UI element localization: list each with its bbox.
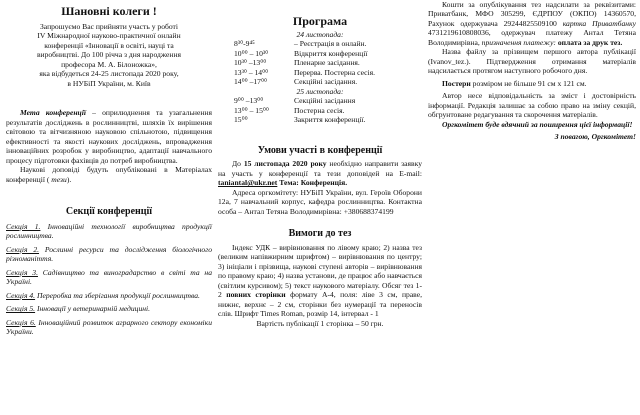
program-event: Секційні засідання (294, 96, 356, 106)
confirmation-note: Підтвердження отримання матеріалів надсилається протягом наступного робочого дня. (428, 56, 636, 76)
section-text: Переробка та зберігання продукції рослинництва. (35, 290, 200, 300)
requirements-text (218, 243, 422, 319)
program-event: Пленарне засідання. (294, 58, 360, 68)
program-time: 8³⁰-9⁴⁵ (234, 39, 255, 49)
program-day-1: 24 листопада: (296, 30, 344, 39)
organizer-address: Адреса оргкомітету: НУБіП України, вул. Героїв Оборони 12а, 7 навчальний корпус, кафедра рослинництва. Контактна особа – Антал Тетяна Володимирівна: +380688374199 (218, 187, 422, 216)
program-row (234, 96, 422, 105)
payment-details (428, 0, 636, 47)
payment-requisites: Кошти за опублікування тез надсилати за реквізитами: Приватбанк, МФО 305299, ЄДРПОУ (ОКПО) 14360570, Рахунок одержувача 29244825509100 (428, 0, 636, 28)
program-day-2: 25 листопада: (296, 86, 344, 96)
program-row (234, 58, 422, 67)
conditions-text (218, 159, 422, 187)
left-column (4, 0, 214, 337)
card-label: картка Приватбанку (562, 18, 636, 28)
payment-purpose-label: призначення платежу: (481, 37, 556, 47)
program-event: Секційні засідання. (294, 77, 358, 87)
payment-purpose-value: оплата за друк тез. (555, 37, 623, 47)
program-row (234, 68, 422, 77)
section-label: Секція 1. (6, 221, 41, 231)
file-naming-text: Назва файлу за прізвищем першого автора публікації (442, 47, 636, 57)
sections-title: Секції конференції (65, 206, 153, 218)
section-label: Секція 2. (6, 244, 40, 254)
program-time: 14⁰⁰ –17⁰⁰ (234, 77, 268, 87)
contact-email-link[interactable]: taniantal@ukr.net (218, 178, 278, 188)
topic-label: Тема: (279, 178, 301, 188)
invitation-text (6, 22, 212, 88)
responsibility-note: Автор несе відповідальність за зміст і достовірність інформації. Редакція залишає за собою право на зміну секцій, обгрунтоване редагування та скорочення матеріалів. (428, 91, 636, 120)
invitation-line: виробництві. До 100 річча з дня народження (36, 50, 182, 60)
posters-size: розміром не більше 91 см х 121 см. (470, 78, 587, 88)
section-text: Інновації у ветеринарній медицині. (35, 304, 151, 314)
program-row (234, 49, 422, 58)
program-time: 15⁰⁰ (234, 115, 248, 125)
sections-list (6, 222, 212, 337)
program-row (234, 106, 422, 115)
invitation-line: Запрошуємо Вас прийняти участь у роботі (40, 22, 178, 31)
greeting-title: Шановні колеги ! (61, 4, 157, 18)
regards-signature: З повагою, Оргкомітет! (554, 132, 636, 142)
section-item (6, 304, 212, 313)
organizing-committee-thanks: Оргкомітет буде вдячний за поширення цієї інформації! (442, 119, 633, 129)
invitation-line: в НУБіП України, м. Київ (67, 78, 151, 88)
middle-column (216, 0, 424, 328)
section-label: Секція 3. (6, 267, 38, 277)
reports-note (6, 165, 212, 184)
right-column (426, 0, 638, 142)
payment-recipient: одержувач платежу Антал Тетяна Володимирівна, (428, 28, 636, 47)
conference-goal (6, 108, 212, 165)
program-row (234, 77, 422, 86)
program-day-2-rows (218, 96, 422, 124)
goal-text: – оприлюднення та узагальнення результатів досліджень в рослинництві, шляхів їх вирішення світовою та вітчизняною науковою спільнотою, підвищення ефективності та якості наукових досліджень, впровадження інноваційних розробок у виробництво, адаптації навчального процесу підготовки фахівців до потреб виробництва. (6, 108, 212, 165)
program-time: 13⁰⁰ – 15⁰⁰ (234, 105, 269, 115)
section-label: Секція 5. (6, 304, 36, 314)
section-text: Інноваційний розвиток аграрного сектору економіки України. (6, 317, 212, 337)
invitation-line: яка відбудеться 24-25 листопада 2020 року, (39, 69, 179, 79)
section-text: Рослинні ресурси та дослідження біологічного різноманіття. (6, 244, 212, 264)
requirements-title: Вимоги до тез (288, 228, 352, 240)
program-event: Перерва. Постерна сесія. (294, 67, 376, 77)
section-text: Інноваційні технології виробництва продукції рослинництва. (6, 221, 212, 241)
conditions-prefix: До (232, 159, 244, 169)
program-row (234, 39, 422, 48)
goal-label: Мета конференції (20, 108, 86, 118)
invitation-line: IV Міжнародної науково-практичної онлайн (37, 31, 181, 41)
section-item (6, 222, 212, 241)
program-time: 10⁰⁰ – 10³⁰ (234, 48, 269, 58)
topic-value: Конференція. (300, 178, 348, 188)
reports-end: ). (66, 174, 72, 184)
publication-price: Вартість публікації 1 сторінка – 50 грн. (256, 318, 384, 328)
section-item (6, 245, 212, 264)
section-label: Секція 6. (6, 317, 36, 327)
section-text: Садівництво та виноградарство в світі та на Україні. (6, 267, 212, 287)
section-item (6, 318, 212, 337)
reports-theses: тези (51, 174, 67, 184)
conditions-title: Умови участі в конференції (257, 144, 383, 156)
program-time: 9⁰⁰ –13⁰⁰ (234, 96, 264, 106)
card-number: 4731219610808036, (428, 28, 491, 38)
program-row (234, 115, 422, 124)
program-title: Програма (292, 14, 348, 28)
requirements-pages: повних сторінки (226, 290, 286, 300)
section-item (6, 291, 212, 300)
program-event: Відкриття конференції (294, 48, 368, 58)
deadline-date: 15 листопада 2020 року (243, 159, 327, 169)
conditions-body: необхідно направити заявку на участь у конференції та тези доповідей на E-mail: (218, 159, 422, 178)
posters-label: Постери (442, 78, 471, 88)
requirements-format: формату А-4, поля: ліве 3 см, праве, нижнє, верхнє – 2 см, сторінки без нумерації та переносів слів. Шрифт Times Roman, розмір 14, інтервал - 1 (218, 290, 422, 319)
reports-text: Наукові доповіді будуть опубліковані в Матеріалах конференції ( (6, 165, 212, 184)
file-naming (428, 47, 636, 75)
program-time: 10³⁰ –13⁰⁰ (234, 58, 267, 68)
section-label: Секція 4. (6, 290, 36, 300)
program-event: Закриття конференції. (294, 115, 366, 125)
program-day-1-rows (218, 39, 422, 86)
program-event: – Реєстрація в онлайн. (294, 39, 367, 49)
requirements-body: Індекс УДК – вирівнювання по лівому краю; 2) назва тез (великим напівжирним шрифтом) – вирівнювання по центру; 3) ініціали і прізвища, наукові ступені авторів – вирівнювання по правому краю; 4) назва установи, де працює або навчається (світлим курсивом); 5) текст наукового матеріалу. Обсяг тез 1-2 (218, 242, 422, 300)
program-time: 13³⁰ – 14⁰⁰ (234, 67, 269, 77)
file-naming-example: (Ivanov_tez.). (428, 56, 471, 66)
section-item (6, 268, 212, 287)
invitation-line: конференції «Інновації в освіті, науці та (44, 40, 174, 50)
posters-note (428, 79, 636, 88)
invitation-line: професора М. А. Білоножка», (61, 59, 157, 69)
program-event: Постерна сесія. (294, 105, 345, 115)
